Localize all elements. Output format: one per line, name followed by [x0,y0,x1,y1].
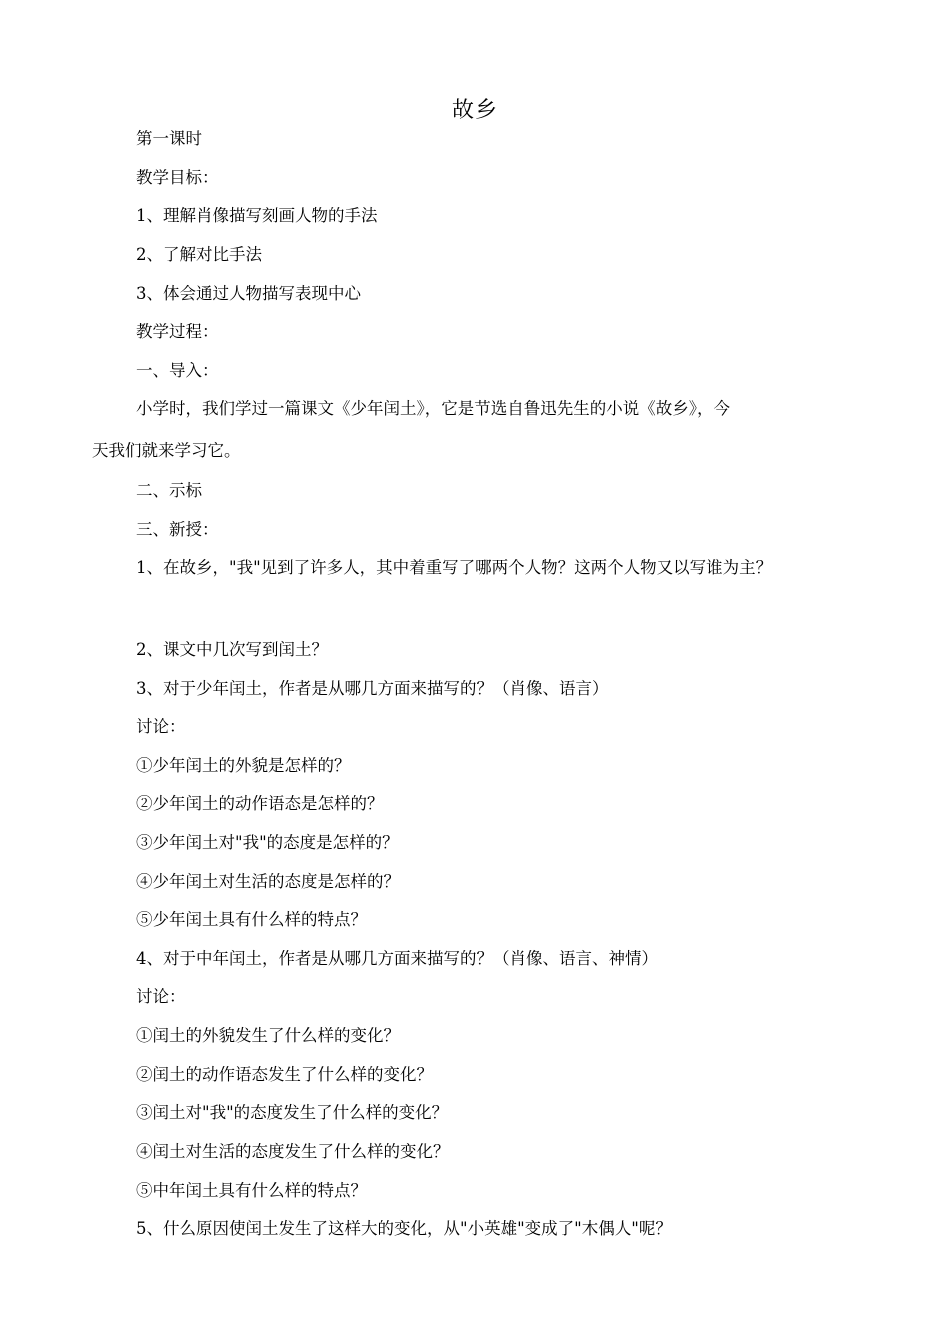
question-item: 4、对于中年闰土，作者是从哪几方面来描写的？（肖像、语言、神情） [136,949,658,968]
goals-heading: 教学目标： [136,168,219,187]
discussion-heading: 讨论： [136,717,186,736]
document-title: 故乡 [451,98,498,123]
question-item: 2、课文中几次写到闰土？ [136,640,328,659]
lesson-label: 第一课时 [136,129,202,148]
discussion-item: ①闰土的外貌发生了什么样的变化？ [136,1026,400,1045]
discussion-item: ③闰土对"我"的态度发生了什么样的变化？ [136,1103,449,1122]
discussion-item: ④少年闰土对生活的态度是怎样的？ [136,872,400,891]
process-heading: 教学过程： [136,322,219,341]
intro-line: 天我们就来学习它。 [92,441,241,460]
intro-paragraph [92,398,862,462]
intro-line: 小学时，我们学过一篇课文《少年闰土》，它是节选自鲁迅先生的小说《故乡》，今 [136,399,730,418]
discussion-item: ②少年闰土的动作语态是怎样的？ [136,794,384,813]
discussion-item: ②闰土的动作语态发生了什么样的变化？ [136,1065,433,1084]
discussion-item: ⑤少年闰土具有什么样的特点？ [136,910,367,929]
goal-item: 1、理解肖像描写刻画人物的手法 [136,206,378,225]
question-item: 5、什么原因使闰土发生了这样大的变化，从"小英雄"变成了"木偶人"呢？ [136,1219,672,1238]
discussion-item: ③少年闰土对"我"的态度是怎样的？ [136,833,399,852]
section-heading-new: 三、新授： [136,520,219,539]
section-heading-objective: 二、示标 [136,481,202,500]
discussion-item: ①少年闰土的外貌是怎样的？ [136,756,351,775]
discussion-item: ④闰土对生活的态度发生了什么样的变化？ [136,1142,450,1161]
question-item: 1、在故乡，"我"见到了许多人，其中着重写了哪两个人物？这两个人物又以写谁为主？ [136,558,773,577]
goal-item: 2、了解对比手法 [136,245,262,264]
discussion-item: ⑤中年闰土具有什么样的特点？ [136,1181,367,1200]
discussion-heading: 讨论： [136,987,186,1006]
goal-item: 3、体会通过人物描写表现中心 [136,284,361,303]
question-item: 3、对于少年闰土，作者是从哪几方面来描写的？（肖像、语言） [136,679,609,698]
section-heading-intro: 一、导入： [136,361,219,380]
